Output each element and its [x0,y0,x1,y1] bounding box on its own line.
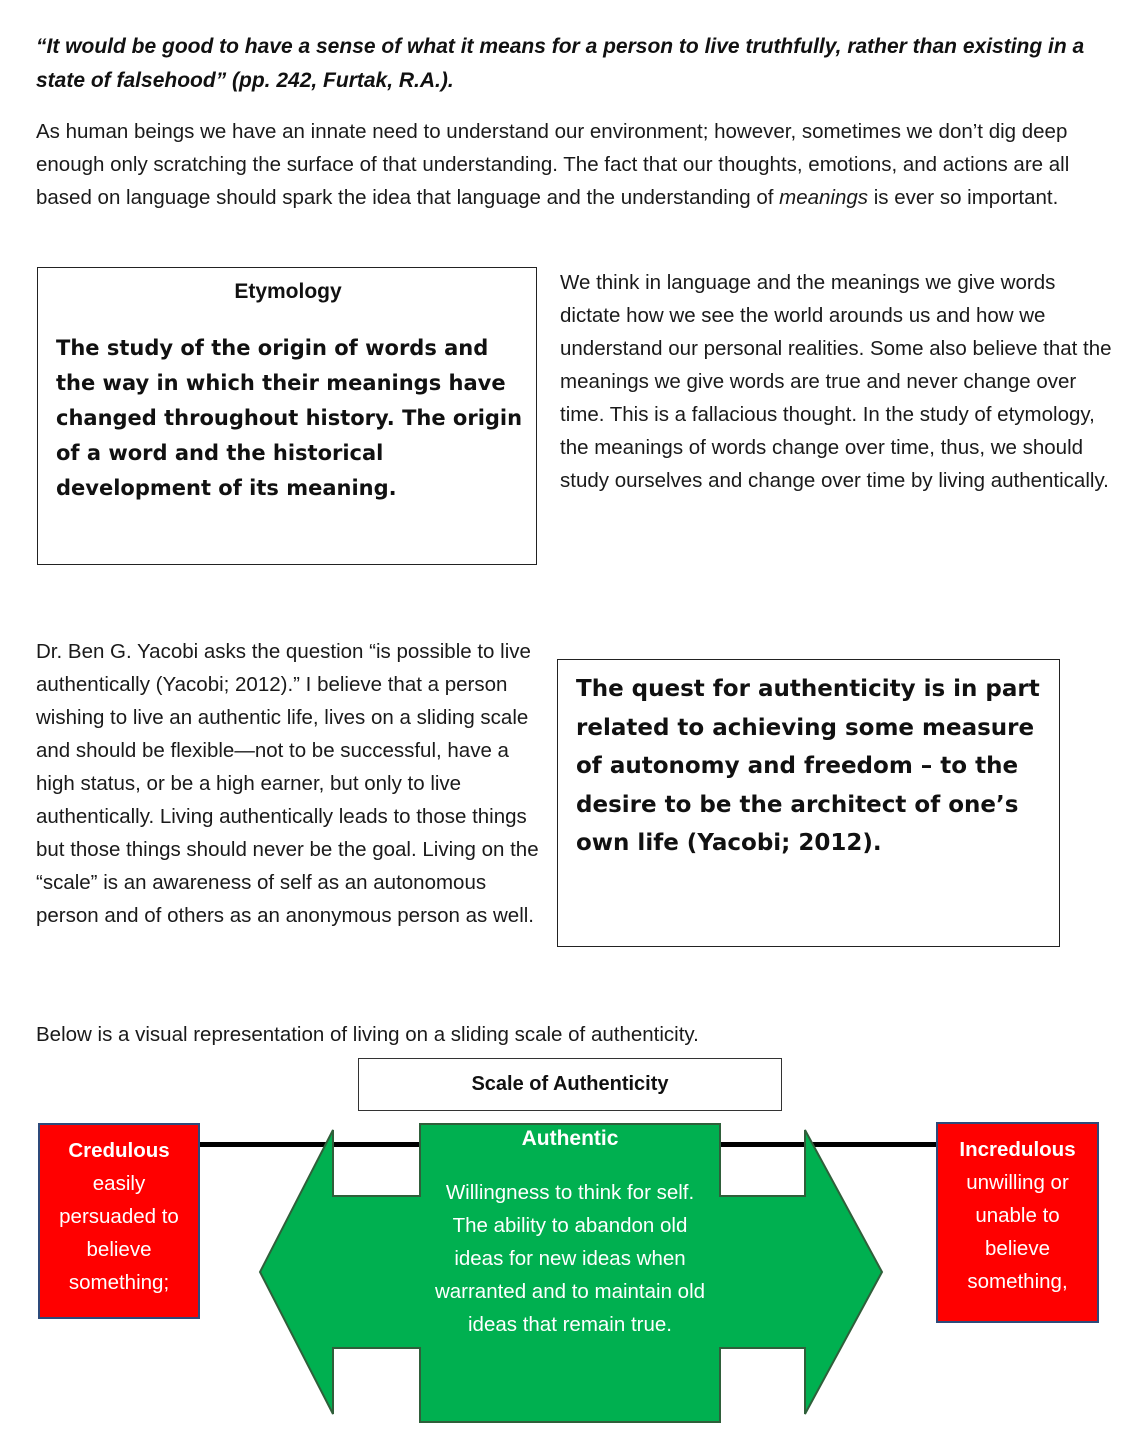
quest-quote-box [557,659,1060,947]
quest-quote-text: The quest for authenticity is in part related to achieving some measure of autonomy and freedom – to the desire to be the architect of one’s own life (Yacobi; 2012). [576,676,1040,856]
authentic-term: Authentic [521,1127,619,1150]
incredulous-term: Incredulous [959,1138,1076,1161]
below-text: Below is a visual representation of living on a sliding scale of authenticity. [36,1023,699,1046]
intro-paragraph [36,115,1106,214]
scale-title: Scale of Authenticity [358,1058,782,1111]
scale-diagram [0,1110,1142,1435]
credulous-description: easily persuaded to believe something; [59,1172,179,1294]
opening-quote: “It would be good to have a sense of what it means for a person to live truthfully, rather than existing in a state of falsehood” (pp. 242, Furtak, R.A.). [36,35,1085,92]
intro-text-after: is ever so important. [868,186,1059,209]
incredulous-description: unwilling or unable to believe something, [966,1171,1069,1293]
credulous-box [38,1123,200,1319]
language-paragraph: We think in language and the meanings we give words dictate how we see the world arounds us and how we understand our personal realities. Some also believe that the meanings we give words are true and never change over time. This is a fallacious thought. In the study of etymology, the meanings of words change over time, thus, we should study ourselves and change over time by living authentically. [560,271,1112,492]
intro-emphasis: meanings [779,186,869,209]
incredulous-box [936,1122,1099,1323]
authentic-content [422,1124,718,1341]
authentic-description: Willingness to think for self. The ability to abandon old ideas for new ideas when warranted and to maintain old ideas that remain true. [434,1181,706,1336]
yacobi-paragraph: Dr. Ben G. Yacobi asks the question “is possible to live authentically (Yacobi; 2012).” I believe that a person wishing to live an authentic life, lives on a sliding scale and should be flexible—not to be successful, have a high status, or be a high earner, but only to live authentically. Living authentically leads to those things but those things should never be the goal. Living on the “scale” is an awareness of self as an autonomous person and of others as an anonymous person as well. [36,640,539,927]
intro-text-before: As human beings we have an innate need to understand our environment; however, sometimes we don’t dig deep enough only scratching the surface of that understanding. The fact that our thoughts, emotions, and actions are all based on language should spark the idea that language and the understanding of [36,120,1070,209]
etymology-title: Etymology [234,280,342,303]
credulous-term: Credulous [68,1139,170,1162]
etymology-box [37,267,537,565]
etymology-definition: The study of the origin of words and the way in which their meanings have changed throughout history. The origin of a word and the historical development of its meaning. [56,336,523,500]
